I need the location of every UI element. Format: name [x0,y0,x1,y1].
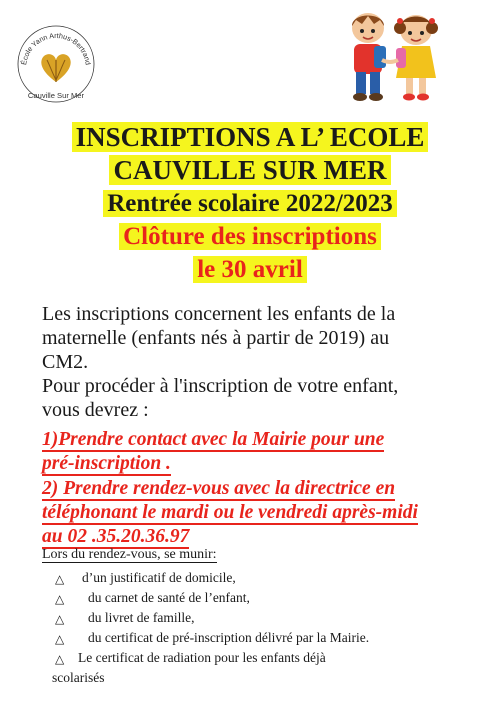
logo-bottom-text: Cauville Sur Mer [27,91,85,100]
closing-date: le 30 avril [193,256,307,283]
list-item: △ du certificat de pré-inscription délivré par la Mairie. [52,628,472,648]
title-line-1: INSCRIPTIONS A L’ ECOLE [72,122,429,152]
list-item: △ Le certificat de radiation pour les enfants déjà [52,648,472,668]
heart-leaf-logo-icon [41,54,70,82]
triangle-bullet-icon: △ [55,572,65,586]
documents-heading-text: Lors du rendez-vous, se munir: [42,547,217,562]
step-2-line: 2) Prendre rendez-vous avec la directrice en [42,478,396,499]
step-1-line: pré-inscription . [42,453,171,474]
triangle-bullet-icon: △ [55,592,65,606]
step-1 [42,428,462,476]
triangle-bullet-icon: △ [55,632,65,646]
step-2 [42,477,462,549]
list-item: △ du livret de famille, [52,608,472,628]
two-kids-illustration-icon [338,4,446,108]
step-1-line: 1)Prendre contact avec la Mairie pour une [42,429,385,450]
triangle-bullet-icon: △ [55,612,65,626]
intro-line: maternelle (enfants nés à partir de 2019) au [42,327,390,349]
intro-line: Les inscriptions concernent les enfants de la [42,303,396,325]
title-block [0,122,500,287]
procedure-line: vous devrez : [42,399,149,421]
list-item: scolarisés [52,670,105,685]
title-line-2: CAUVILLE SUR MER [109,155,390,185]
step-2-line: téléphonant le mardi ou le vendredi après-midi [42,502,418,523]
triangle-bullet-icon: △ [55,652,65,666]
procedure-line: Pour procéder à l'inscription de votre enfant, [42,375,399,397]
documents-list [52,568,472,688]
closing-title: Clôture des inscriptions [119,223,381,250]
school-logo [14,22,98,106]
school-year-title: Rentrée scolaire 2022/2023 [103,190,397,217]
list-item: △ du carnet de santé de l’enfant, [52,588,472,608]
documents-heading [42,546,217,564]
intro-line: CM2. [42,351,89,373]
intro-text [42,302,462,422]
logo-arc-text: École Yann Arthus-Bertrand [19,30,93,66]
phone-number: au 02 .35.20.36.97 [42,526,190,547]
list-item: △ d’un justificatif de domicile, [52,568,472,588]
